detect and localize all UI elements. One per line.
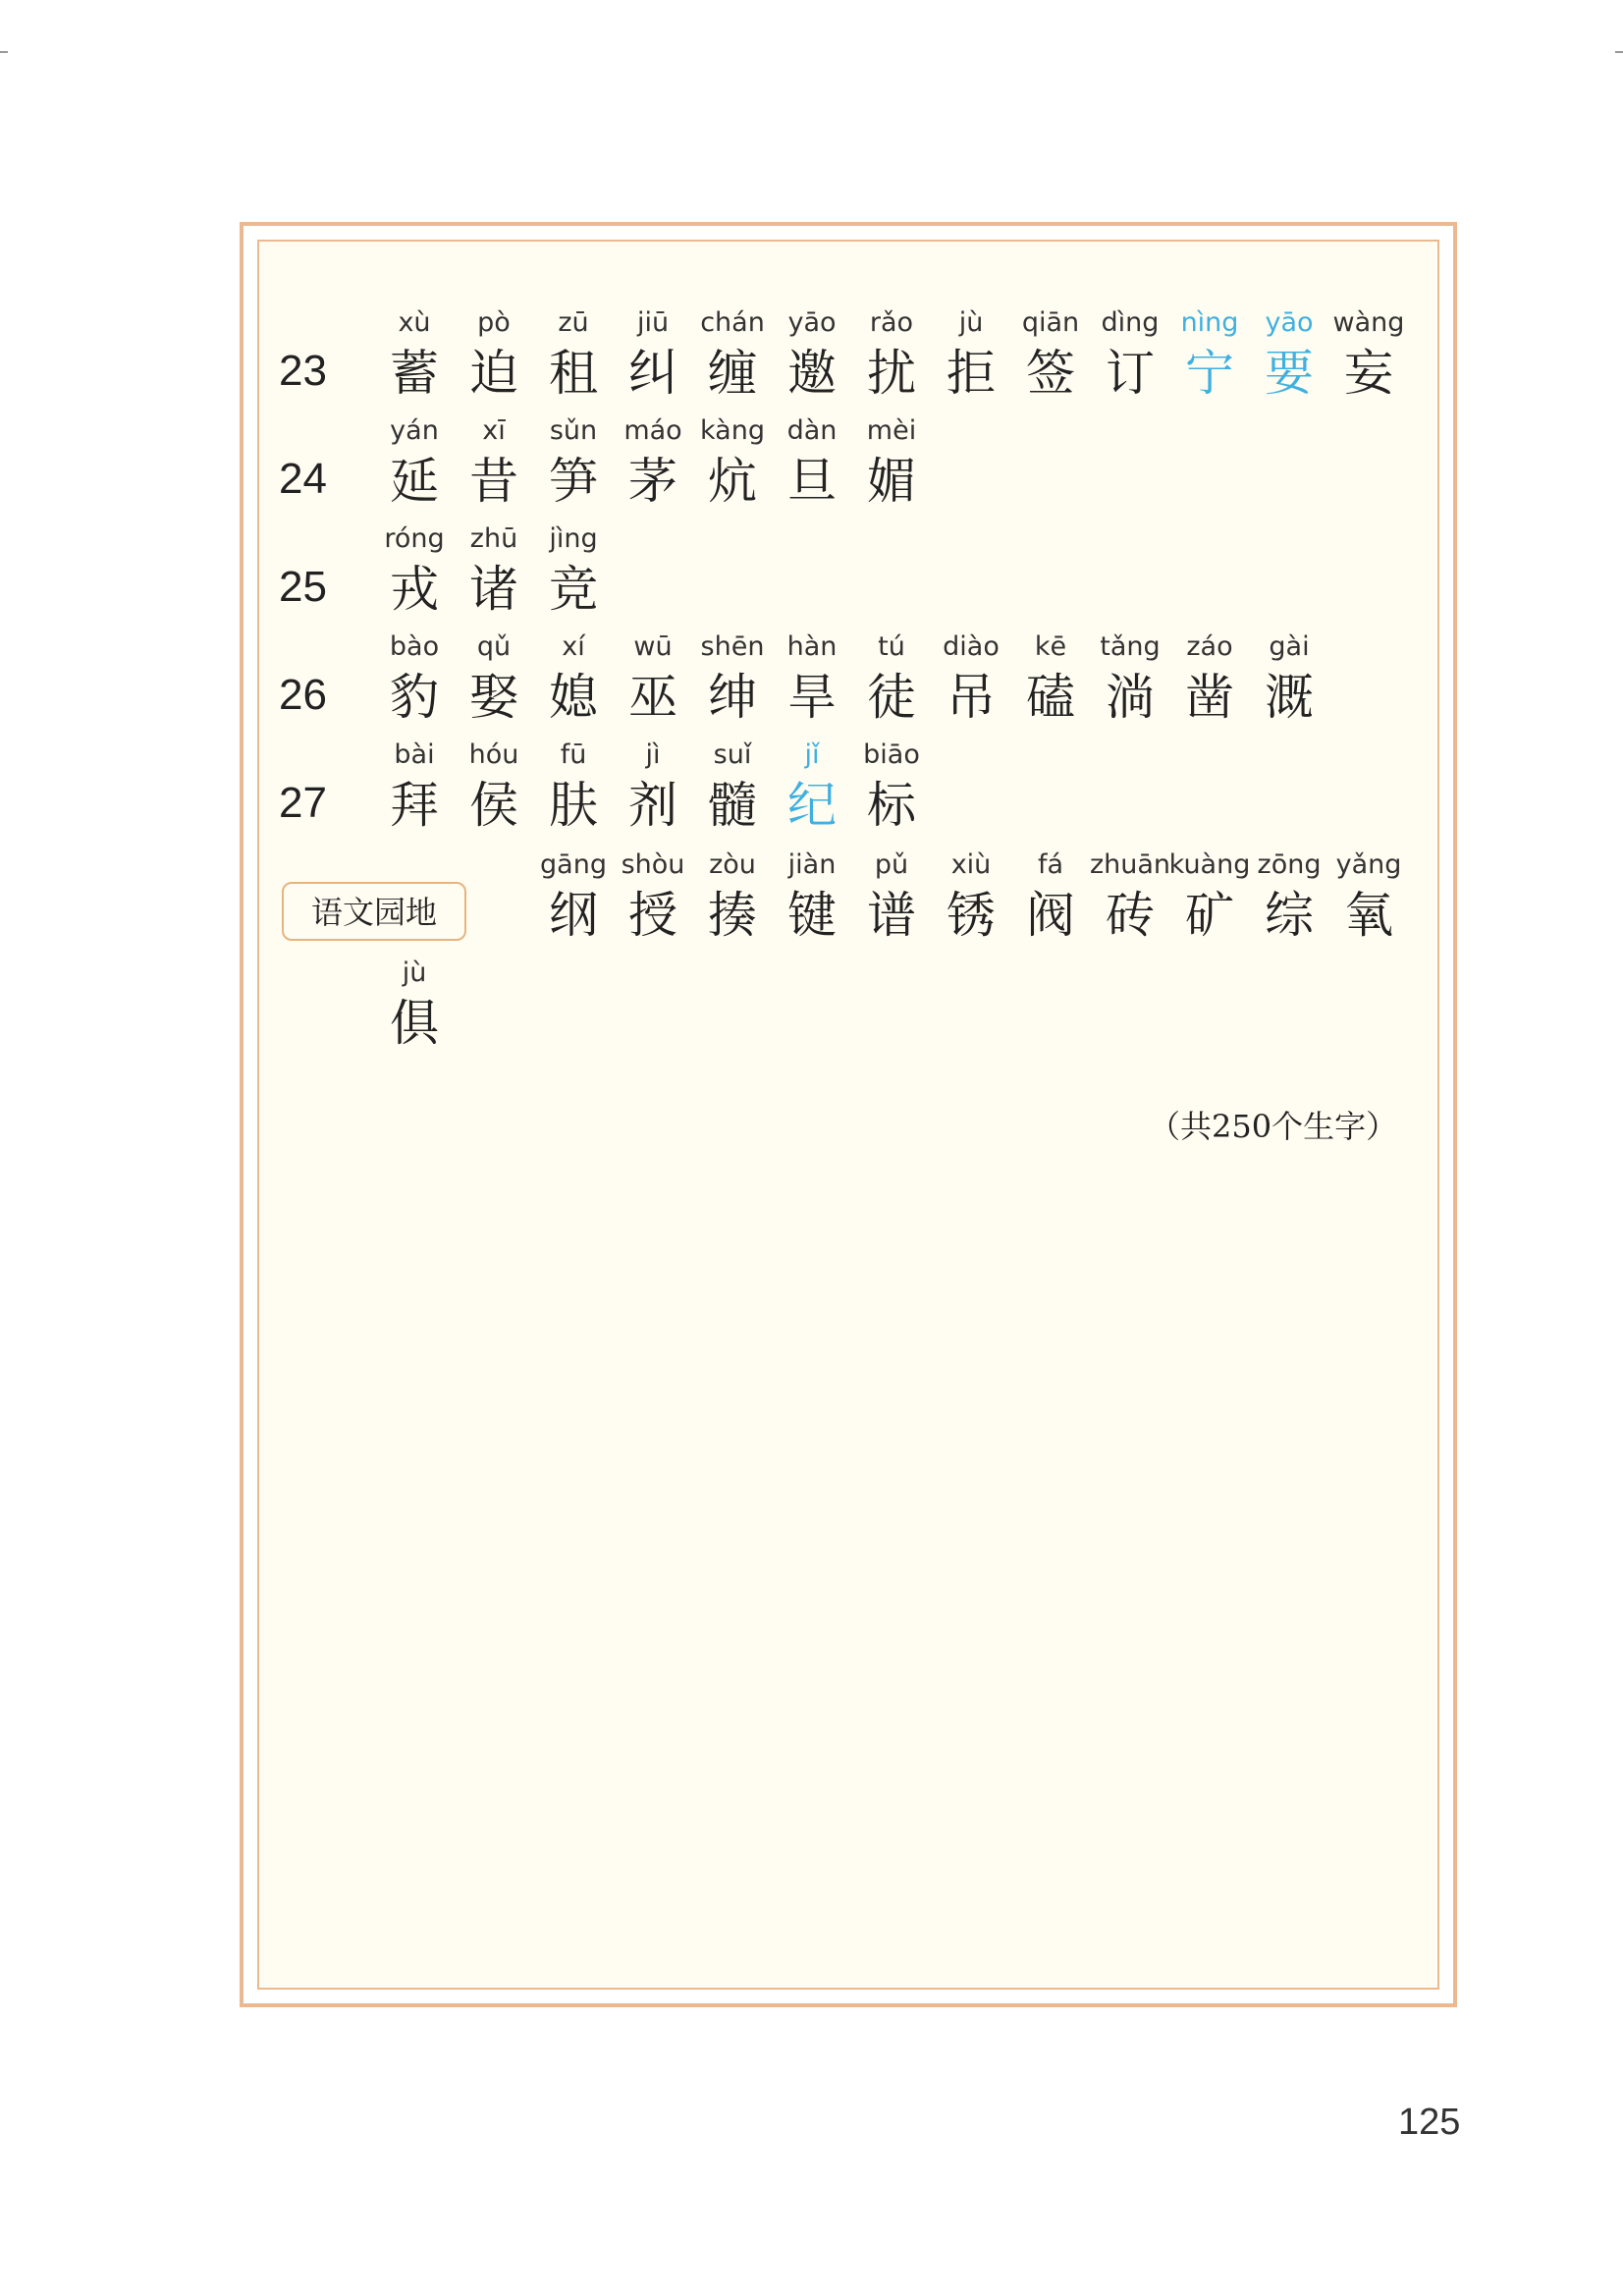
- pinyin: sǔn: [549, 415, 598, 446]
- hanzi: 纪: [787, 777, 837, 834]
- pinyin: gāng: [540, 849, 607, 880]
- pinyin: xù: [398, 307, 431, 338]
- pinyin: hóu: [468, 739, 519, 770]
- hanzi: 俱: [390, 995, 439, 1052]
- pinyin: záo: [1186, 631, 1233, 662]
- hanzi: 拜: [390, 777, 439, 834]
- char-cell: [1329, 308, 1408, 401]
- hanzi: 茅: [628, 453, 677, 510]
- hanzi: 炕: [708, 453, 757, 510]
- hanzi: 谱: [867, 887, 916, 944]
- pinyin: jù: [402, 957, 427, 988]
- hanzi: 揍: [708, 887, 757, 944]
- hanzi: 纠: [628, 345, 677, 402]
- pinyin: bài: [394, 739, 435, 770]
- lesson-number: 23: [279, 347, 327, 395]
- pinyin: gài: [1269, 631, 1310, 662]
- hanzi: 剂: [628, 777, 677, 834]
- hanzi: 凿: [1185, 669, 1234, 726]
- pinyin: hàn: [786, 631, 838, 662]
- pinyin: xí: [562, 631, 585, 662]
- pinyin: yǎng: [1335, 849, 1402, 880]
- lesson-number: 24: [279, 455, 327, 503]
- pinyin: jiàn: [787, 849, 837, 880]
- char-cell: [1250, 632, 1328, 725]
- hanzi: 竞: [549, 561, 598, 618]
- hanzi: 淌: [1106, 669, 1155, 726]
- scan-mark-right: [1615, 51, 1623, 53]
- hanzi: 豹: [390, 669, 439, 726]
- hanzi: 租: [549, 345, 598, 402]
- pinyin: róng: [384, 523, 445, 554]
- hanzi: 戎: [390, 561, 439, 618]
- pinyin: fū: [560, 739, 587, 770]
- hanzi: 旱: [787, 669, 837, 726]
- char-cell: [1329, 850, 1408, 943]
- hanzi: 矿: [1185, 887, 1234, 944]
- pinyin: bào: [389, 631, 440, 662]
- hanzi: 旦: [787, 453, 837, 510]
- hanzi: 延: [390, 453, 439, 510]
- pinyin: zhū: [469, 523, 518, 554]
- page-number: 125: [1398, 2102, 1461, 2143]
- hanzi: 授: [628, 887, 677, 944]
- pinyin: fá: [1037, 849, 1064, 880]
- hanzi: 氧: [1344, 887, 1393, 944]
- lesson-number: 27: [279, 779, 327, 827]
- hanzi: 迫: [469, 345, 518, 402]
- char-cell: [852, 740, 931, 833]
- char-cell: [534, 524, 613, 617]
- lesson-number: 25: [279, 563, 327, 611]
- pinyin: xiù: [950, 849, 992, 880]
- hanzi: 锈: [947, 887, 996, 944]
- hanzi: 阀: [1026, 887, 1075, 944]
- hanzi: 键: [787, 887, 837, 944]
- pinyin: dàn: [786, 415, 838, 446]
- hanzi: 媳: [549, 669, 598, 726]
- pinyin: pò: [477, 307, 511, 338]
- scan-mark-left: [0, 51, 8, 53]
- char-cell: [852, 416, 931, 509]
- char-cell: [375, 958, 454, 1051]
- pinyin: jiū: [636, 307, 670, 338]
- hanzi: 妄: [1344, 345, 1393, 402]
- pinyin: zū: [558, 307, 589, 338]
- pinyin: jǐ: [804, 739, 820, 770]
- pinyin: kē: [1034, 631, 1067, 662]
- hanzi: 要: [1265, 345, 1314, 402]
- hanzi: 签: [1026, 345, 1075, 402]
- pinyin: mèi: [866, 415, 917, 446]
- pinyin: wū: [633, 631, 673, 662]
- hanzi: 扰: [867, 345, 916, 402]
- hanzi: 综: [1265, 887, 1314, 944]
- pinyin: pǔ: [874, 849, 909, 880]
- pinyin: dìng: [1101, 307, 1160, 338]
- hanzi: 髓: [708, 777, 757, 834]
- pinyin: kàng: [700, 415, 765, 446]
- pinyin: yāo: [1265, 307, 1314, 338]
- garden-badge: 语文园地: [282, 882, 466, 941]
- hanzi: 绅: [708, 669, 757, 726]
- pinyin: wàng: [1332, 307, 1405, 338]
- hanzi: 蓄: [390, 345, 439, 402]
- pinyin: tǎng: [1100, 631, 1161, 662]
- hanzi: 肤: [549, 777, 598, 834]
- pinyin: tú: [878, 631, 905, 662]
- pinyin: nìng: [1180, 307, 1239, 338]
- pinyin: yāo: [787, 307, 837, 338]
- hanzi: 溉: [1265, 669, 1314, 726]
- hanzi: 媚: [867, 453, 916, 510]
- hanzi: 娶: [469, 669, 518, 726]
- pinyin: shòu: [621, 849, 685, 880]
- hanzi: 巫: [628, 669, 677, 726]
- pinyin: qiān: [1021, 307, 1080, 338]
- pinyin: chán: [700, 307, 765, 338]
- pinyin: xī: [482, 415, 506, 446]
- hanzi: 拒: [947, 345, 996, 402]
- pinyin: qǔ: [476, 631, 512, 662]
- pinyin: jìng: [549, 523, 598, 554]
- hanzi: 订: [1106, 345, 1155, 402]
- hanzi: 侯: [469, 777, 518, 834]
- pinyin: jì: [645, 739, 661, 770]
- pinyin: yán: [390, 415, 439, 446]
- hanzi: 邀: [787, 345, 837, 402]
- hanzi: 磕: [1026, 669, 1075, 726]
- pinyin: diào: [943, 631, 1000, 662]
- pinyin: jù: [958, 307, 984, 338]
- pinyin: máo: [623, 415, 682, 446]
- pinyin: shēn: [700, 631, 765, 662]
- total-characters-note: （共250个生字）: [1149, 1108, 1398, 1145]
- hanzi: 笋: [549, 453, 598, 510]
- pinyin: rǎo: [869, 307, 914, 338]
- hanzi: 徒: [867, 669, 916, 726]
- lesson-number: 26: [279, 671, 327, 719]
- pinyin: suǐ: [713, 739, 752, 770]
- pinyin: zōng: [1257, 849, 1322, 880]
- hanzi: 吊: [947, 669, 996, 726]
- pinyin: zòu: [709, 849, 756, 880]
- hanzi: 宁: [1185, 345, 1234, 402]
- hanzi: 昔: [469, 453, 518, 510]
- pinyin: kuàng: [1168, 849, 1251, 880]
- hanzi: 纲: [549, 887, 598, 944]
- hanzi: 诸: [469, 561, 518, 618]
- hanzi: 缠: [708, 345, 757, 402]
- pinyin: zhuān: [1089, 849, 1171, 880]
- hanzi: 砖: [1106, 887, 1155, 944]
- hanzi: 标: [867, 777, 916, 834]
- pinyin: biāo: [863, 739, 920, 770]
